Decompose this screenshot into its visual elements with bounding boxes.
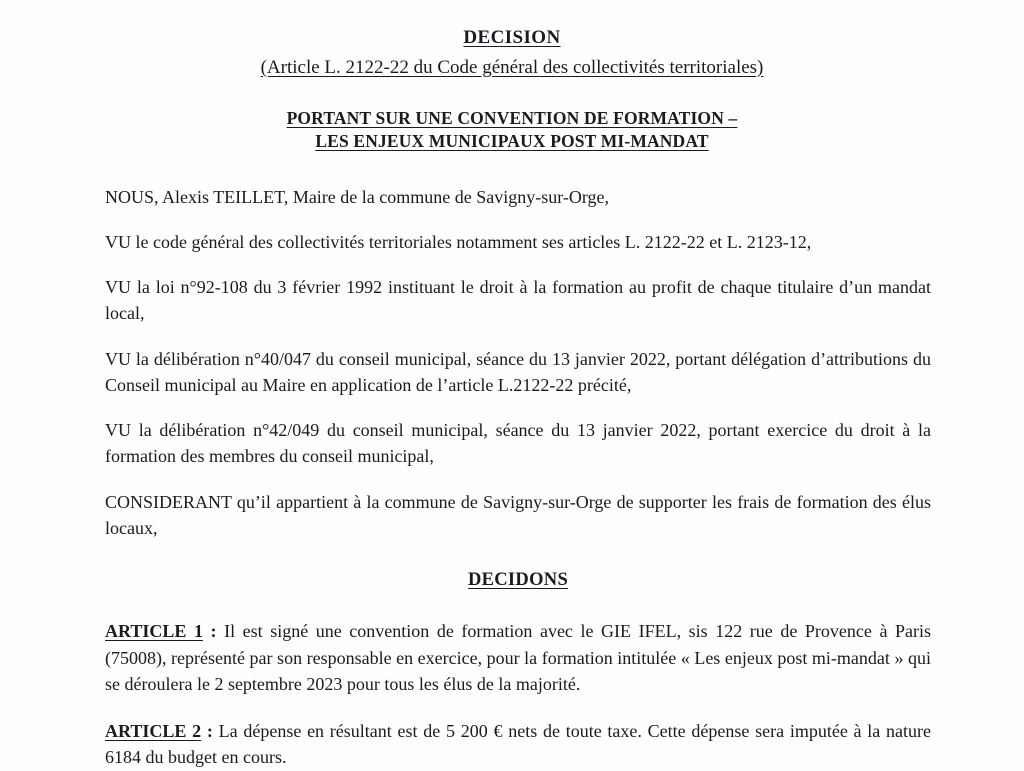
document-object-block (0, 107, 1024, 153)
article-1-text: Il est signé une convention de formation avec le GIE IFEL, sis 122 rue de Provence à Paris (75008), représenté par son responsable en exercice, pour la formation intitulée « Les enjeux post mi-mandat » qui se déroulera le 2 septembre 2023 pour tous les élus de la majorité. (105, 621, 931, 694)
article-2-text: La dépense en résultant est de 5 200 € nets de toute taxe. Cette dépense sera imputée à la nature 6184 du budget en cours. (105, 721, 931, 768)
document-page (0, 26, 1024, 768)
object-line-1: PORTANT SUR UNE CONVENTION DE FORMATION – (286, 108, 738, 129)
preamble-paragraph-nous: NOUS, Alexis TEILLET, Maire de la commune de Savigny-sur-Orge, (105, 186, 610, 207)
document-body (105, 184, 931, 771)
preamble-paragraph-considerant: CONSIDERANT qu’il appartient à la commune de Savigny-sur-Orge de supporter les frais de formation des élus locaux, (105, 491, 931, 538)
document-title: DECISION (463, 27, 561, 48)
article-1-label: ARTICLE 1 (105, 621, 203, 642)
document-title-block (0, 26, 1024, 80)
document-subtitle: (Article L. 2122-22 du Code général des collectivités territoriales) (260, 56, 764, 78)
decision-heading: DECIDONS (467, 570, 569, 591)
article-1-paragraph (105, 618, 931, 697)
object-line-2: LES ENJEUX MUNICIPAUX POST MI-MANDAT (315, 131, 709, 152)
article-2-paragraph (105, 718, 931, 771)
preamble-paragraph-vu-loi: VU la loi n°92-108 du 3 février 1992 instituant le droit à la formation au profit de chaque titulaire d’un mandat local, (105, 277, 931, 324)
article-1-separator: : (202, 621, 225, 642)
preamble-paragraph-vu-deliberation-42049: VU la délibération n°42/049 du conseil municipal, séance du 13 janvier 2022, portant exercice du droit à la formation des membres du conseil municipal, (105, 420, 931, 467)
preamble-paragraph-vu-code: VU le code général des collectivités territoriales notamment ses articles L. 2122-22 et L. 2123-12, (105, 231, 812, 252)
article-2-label: ARTICLE 2 (105, 721, 202, 742)
preamble-paragraph-vu-deliberation-40047: VU la délibération n°40/047 du conseil municipal, séance du 13 janvier 2022, portant délégation d’attributions du Conseil municipal au Maire en application de l’article L.2122-22 précité, (105, 348, 931, 395)
article-2-separator: : (201, 721, 219, 742)
decision-heading-block (105, 570, 931, 591)
